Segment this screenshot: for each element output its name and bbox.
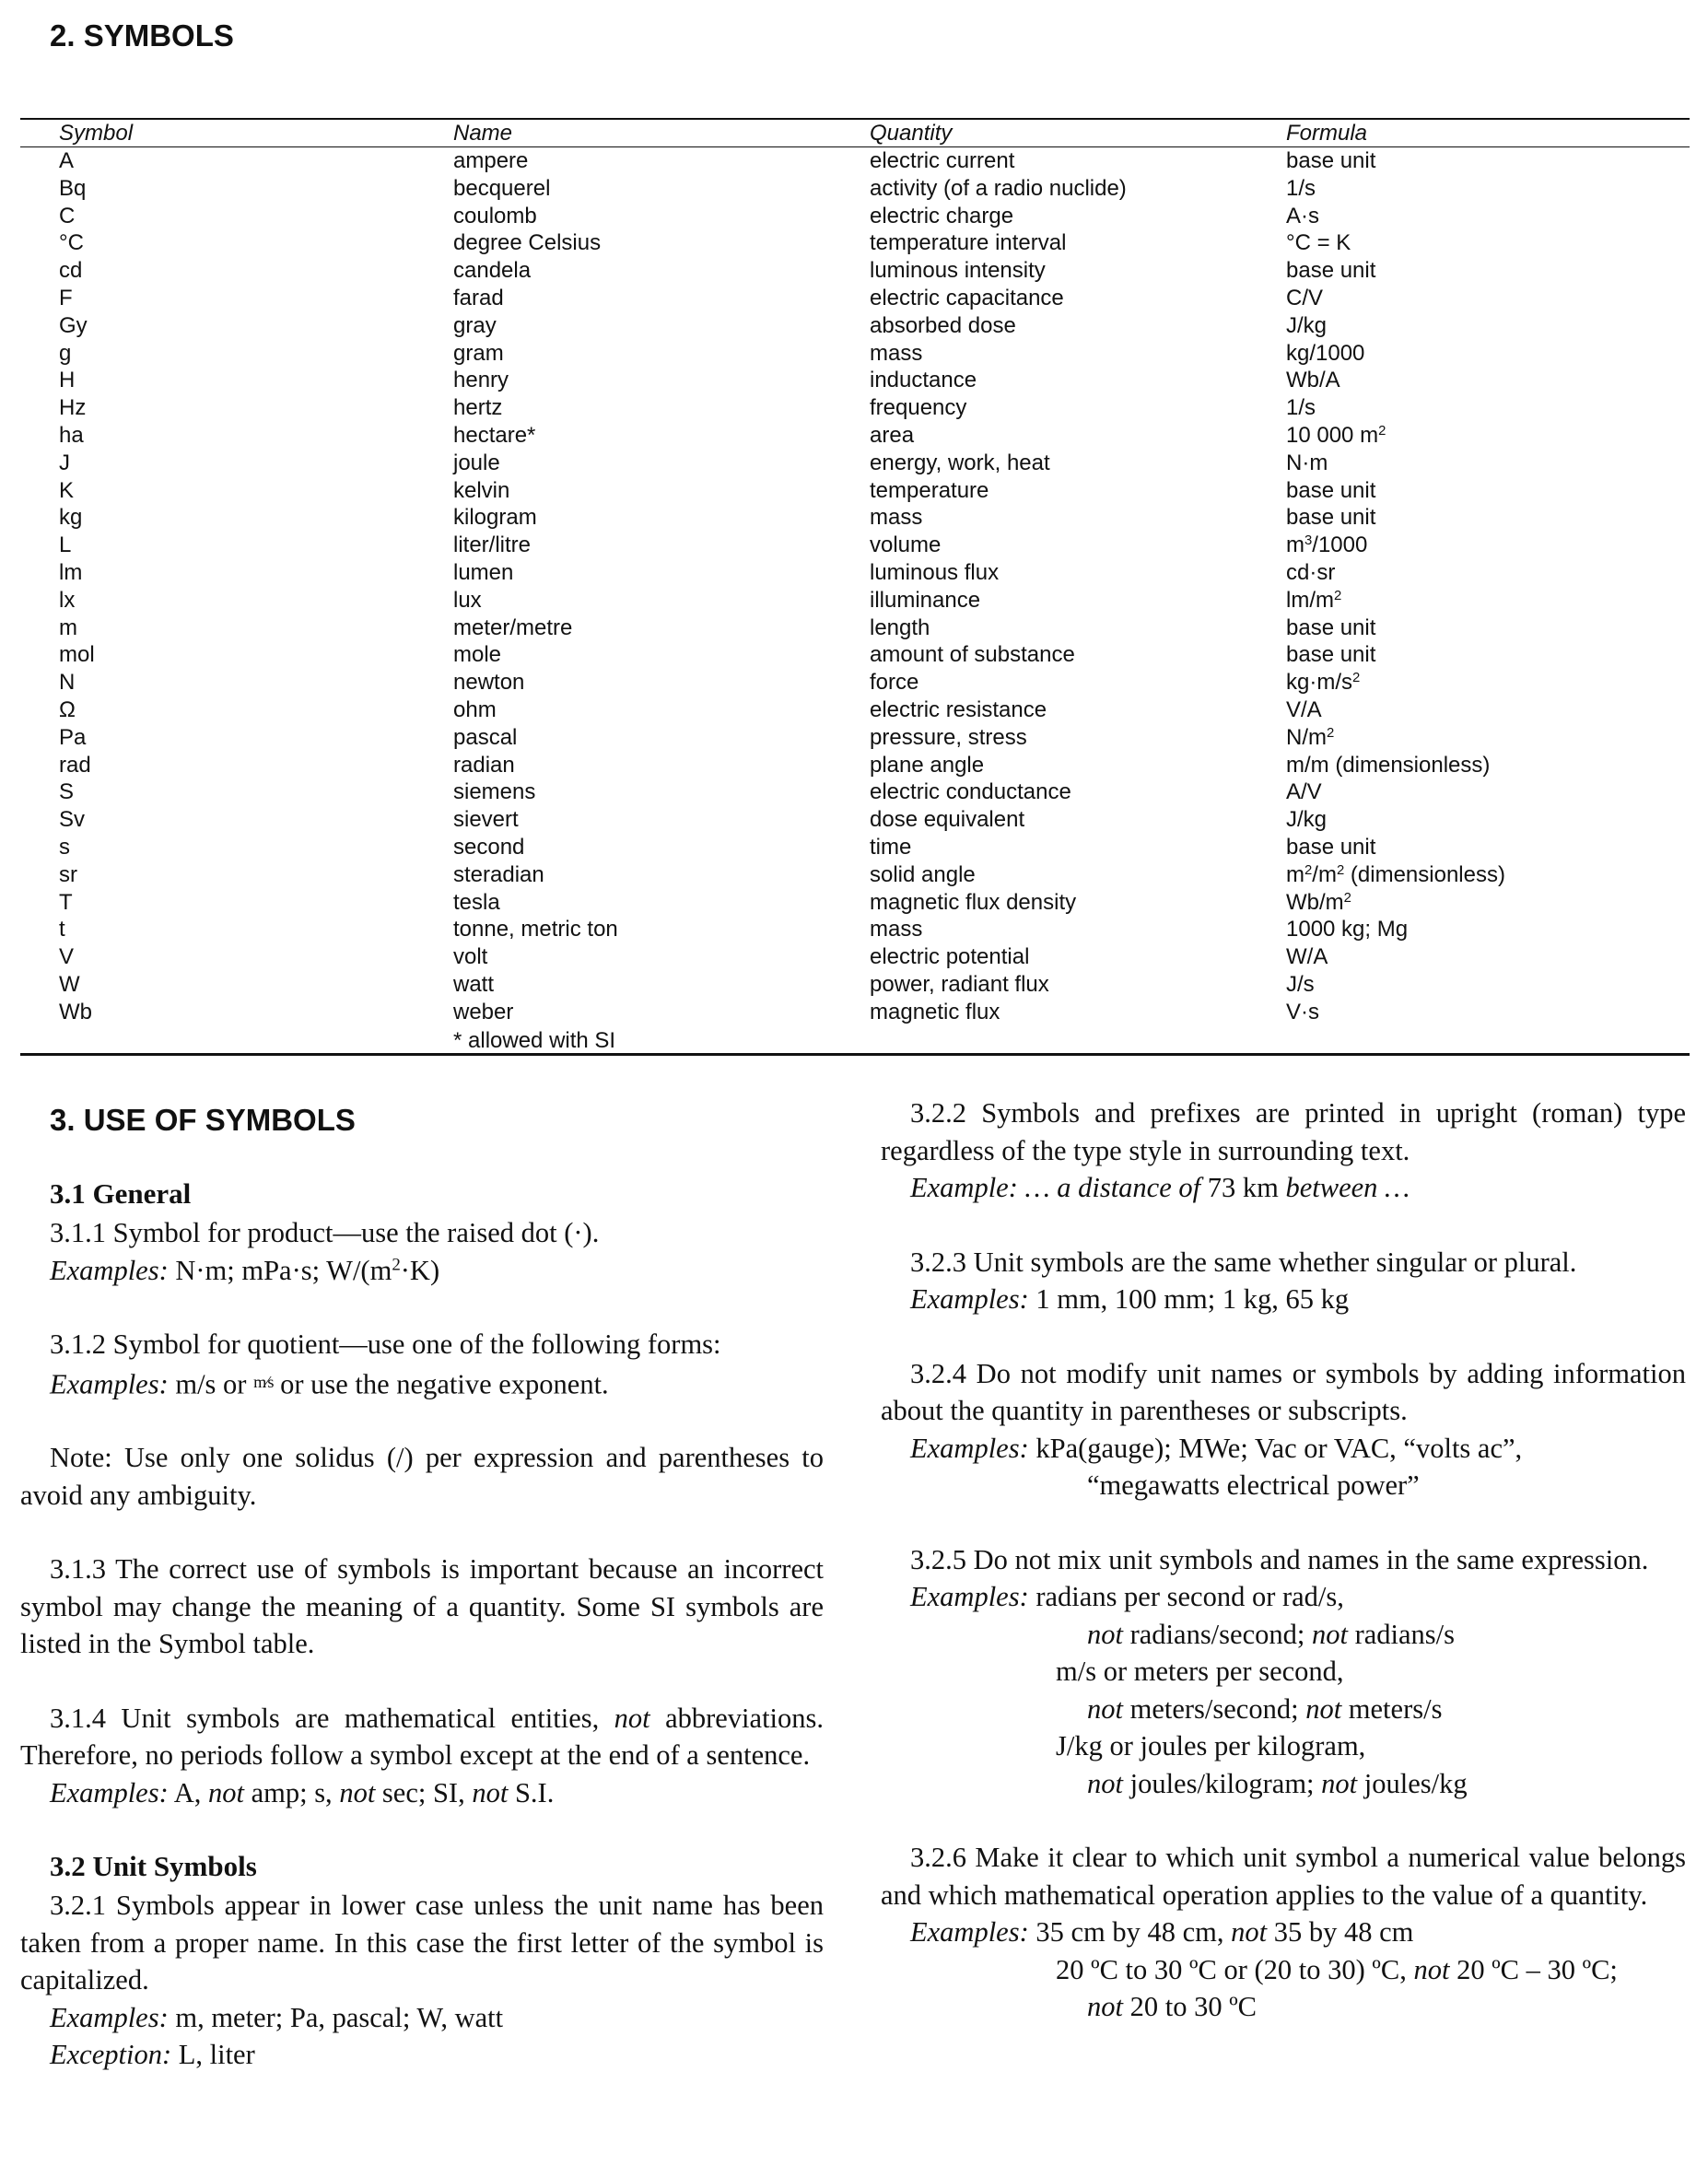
- emphasis-not: not: [1321, 1767, 1358, 1799]
- example-text-italic: … a distance of: [1024, 1172, 1201, 1203]
- cell-name: henry: [453, 368, 509, 393]
- emphasis-not: not: [1087, 1692, 1123, 1725]
- table-row: [20, 340, 1690, 368]
- example-3-1-4: [50, 1774, 824, 1812]
- cell-name: hectare*: [453, 422, 536, 448]
- cell-symbol: °C: [59, 230, 84, 256]
- table-bottom-rule: [20, 1053, 1690, 1056]
- cell-name: degree Celsius: [453, 230, 602, 256]
- cell-symbol: C: [59, 203, 76, 228]
- example-text: L, liter: [178, 2039, 255, 2071]
- cell-quantity: time: [870, 834, 912, 860]
- cell-quantity: electric conductance: [870, 779, 1071, 805]
- table-row: [20, 312, 1690, 340]
- cell-formula: J/kg: [1286, 312, 1328, 338]
- cell-quantity: activity (of a radio nuclide): [870, 175, 1127, 201]
- cell-formula: J/kg: [1286, 807, 1328, 833]
- cell-symbol: L: [59, 533, 72, 558]
- example-3-2-5: [910, 1578, 1686, 1616]
- emphasis-not: not: [1311, 1618, 1348, 1650]
- cell-formula: 10 000 $m^2$: [1286, 422, 1386, 448]
- example-text: joules/kilogram;: [1129, 1767, 1315, 1799]
- superscript: 2: [392, 1255, 401, 1275]
- cell-symbol: V: [59, 944, 75, 970]
- example-3-2-6: [910, 1914, 1686, 1951]
- section-2-heading: 2. SYMBOLS: [50, 18, 234, 53]
- example-text: meters/s: [1348, 1692, 1443, 1725]
- cell-formula: N·m: [1286, 450, 1328, 475]
- examples-label: Examples:: [910, 1432, 1029, 1464]
- cell-quantity: electric current: [870, 148, 1015, 173]
- example-3-2-2: [910, 1169, 1686, 1207]
- cell-name: kelvin: [453, 477, 510, 503]
- table-row: [20, 778, 1690, 806]
- table-row: [20, 614, 1690, 642]
- example-3-2-6-line3: [910, 1988, 1686, 2026]
- example-text: m/s or: [175, 1367, 247, 1399]
- paragraph-3-2-4: 3.2.4 Do not modify unit names or symbols by adding information about the quantity in parentheses or subscripts.: [881, 1357, 1686, 1426]
- paragraph-3-1-2: 3.1.2 Symbol for quotient—use one of the following forms:: [50, 1328, 721, 1360]
- table-row: [20, 971, 1690, 999]
- right-column: [881, 1094, 1686, 2026]
- cell-symbol: H: [59, 368, 76, 393]
- cell-name: mole: [453, 642, 502, 668]
- example-3-1-2: [50, 1364, 824, 1403]
- cell-formula: base unit: [1286, 614, 1376, 640]
- example-3-2-5-line4: [910, 1691, 1686, 1728]
- cell-symbol: rad: [59, 752, 91, 778]
- cell-quantity: mass: [870, 505, 923, 531]
- table-row: [20, 641, 1690, 669]
- column-header-name: Name: [453, 119, 870, 147]
- cell-symbol: lm: [59, 559, 83, 585]
- column-header-symbol: Symbol: [20, 119, 453, 147]
- example-text: 20 ºC to 30 ºC or (20 to 30) ºC,: [1056, 1953, 1407, 1985]
- cell-symbol: cd: [59, 258, 83, 284]
- cell-name: radian: [453, 752, 515, 778]
- table-row: [20, 916, 1690, 943]
- table-row: [20, 229, 1690, 257]
- cell-symbol: Pa: [59, 724, 87, 750]
- cell-formula: C/V: [1286, 285, 1324, 310]
- example-text: radians per second or rad/s,: [1035, 1581, 1344, 1612]
- cell-name: sievert: [453, 807, 519, 833]
- cell-name: tesla: [453, 889, 500, 915]
- cell-quantity: luminous intensity: [870, 258, 1046, 284]
- emphasis-not: not: [1087, 1767, 1123, 1799]
- cell-quantity: temperature interval: [870, 230, 1067, 256]
- cell-quantity: volume: [870, 533, 942, 558]
- cell-symbol: T: [59, 889, 73, 915]
- cell-symbol: N: [59, 670, 76, 696]
- example-text: joules/kg: [1363, 1767, 1468, 1799]
- example-text: 73 km: [1207, 1172, 1279, 1203]
- cell-symbol: Bq: [59, 175, 87, 201]
- example-text: kPa(gauge); MWe; Vac or VAC, “volts ac”,: [1035, 1432, 1523, 1464]
- example-text: 20 to 30 ºC: [1129, 1991, 1258, 2022]
- cell-symbol: kg: [59, 505, 83, 531]
- cell-name: volt: [453, 944, 488, 970]
- cell-formula: 1/s: [1286, 395, 1316, 421]
- examples-label: Examples:: [50, 1776, 169, 1808]
- example-text-italic: between …: [1285, 1172, 1410, 1203]
- example-text: N·m; mPa·s; W/(m: [175, 1254, 392, 1286]
- cell-formula: W/A: [1286, 944, 1328, 970]
- cell-formula: base unit: [1286, 258, 1376, 284]
- paragraph-3-2-6: 3.2.6 Make it clear to which unit symbol a numerical value belongs and which mathematical operation applies to the value of a quantity.: [881, 1842, 1686, 1911]
- cell-quantity: dose equivalent: [870, 807, 1025, 833]
- example-3-2-5-line2: [910, 1616, 1686, 1654]
- cell-quantity: plane angle: [870, 752, 985, 778]
- table-row: [20, 175, 1690, 203]
- cell-quantity: solid angle: [870, 861, 976, 887]
- example-text: amp; s,: [251, 1776, 333, 1808]
- cell-quantity: electric potential: [870, 944, 1030, 970]
- emphasis-not: not: [339, 1776, 376, 1808]
- paragraph-3-2-3: 3.2.3 Unit symbols are the same whether singular or plural.: [910, 1246, 1577, 1278]
- example-text: 35 cm by 48 cm,: [1035, 1916, 1224, 1948]
- emphasis-not: not: [614, 1702, 650, 1734]
- emphasis-not: not: [1231, 1916, 1268, 1948]
- table-row: [20, 422, 1690, 450]
- cell-formula: A·s: [1286, 203, 1319, 228]
- cell-name: kilogram: [453, 505, 537, 531]
- emphasis-not: not: [472, 1776, 509, 1808]
- cell-symbol: Wb: [59, 999, 92, 1024]
- cell-quantity: area: [870, 422, 915, 448]
- cell-quantity: mass: [870, 917, 923, 942]
- cell-symbol: t: [59, 917, 65, 942]
- examples-label: Examples:: [50, 1254, 169, 1286]
- fraction-glyph: m⁄s: [253, 1372, 274, 1391]
- example-text: A,: [173, 1776, 202, 1808]
- note-paragraph: Note: Use only one solidus (/) per expression and parentheses to avoid any ambiguity.: [20, 1442, 824, 1511]
- table-row: [20, 861, 1690, 889]
- cell-symbol: lx: [59, 587, 76, 613]
- symbols-table: [20, 118, 1690, 1056]
- cell-name: coulomb: [453, 203, 537, 228]
- cell-quantity: mass: [870, 340, 923, 366]
- cell-quantity: luminous flux: [870, 559, 1000, 585]
- cell-symbol: A: [59, 148, 75, 173]
- example-3-2-4: [910, 1430, 1686, 1468]
- emphasis-not: not: [1305, 1692, 1342, 1725]
- cell-quantity: electric capacitance: [870, 285, 1064, 310]
- cell-formula: base unit: [1286, 477, 1376, 503]
- cell-formula: °C = K: [1286, 230, 1351, 256]
- cell-formula: $m^3/1000$: [1286, 533, 1368, 558]
- table-row: [20, 532, 1690, 559]
- paragraph-3-1-1: 3.1.1 Symbol for product—use the raised dot (·).: [50, 1217, 600, 1248]
- cell-name: liter/litre: [453, 533, 532, 558]
- table-row: [20, 696, 1690, 724]
- cell-quantity: inductance: [870, 368, 977, 393]
- example-3-1-1: [50, 1252, 824, 1290]
- table-row: [20, 147, 1690, 175]
- table-row: [20, 559, 1690, 587]
- table-row: [20, 752, 1690, 779]
- example-3-2-5-line5: J/kg or joules per kilogram,: [1056, 1730, 1366, 1761]
- cell-formula: $Wb/m^2$: [1286, 889, 1351, 915]
- example-text: or use the negative exponent.: [280, 1367, 609, 1399]
- cell-symbol: J: [59, 450, 70, 475]
- subsection-3-2-heading: 3.2 Unit Symbols: [50, 1850, 257, 1883]
- cell-symbol: W: [59, 971, 80, 997]
- cell-name: tonne, metric ton: [453, 917, 618, 942]
- cell-quantity: magnetic flux: [870, 999, 1000, 1024]
- paragraph-3-1-4: [20, 1700, 824, 1774]
- table-row: [20, 203, 1690, 230]
- table-header-row: [20, 119, 1690, 147]
- cell-formula: 1000 kg; Mg: [1286, 917, 1409, 942]
- emphasis-not: not: [1413, 1953, 1450, 1985]
- cell-formula: A/V: [1286, 779, 1322, 805]
- example-3-2-5-line6: [910, 1765, 1686, 1803]
- example-text: S.I.: [514, 1776, 555, 1808]
- cell-symbol: Hz: [59, 395, 87, 421]
- emphasis-not: not: [1087, 1618, 1123, 1650]
- table-row: [20, 943, 1690, 971]
- table-row: [20, 724, 1690, 752]
- example-text: radians/s: [1354, 1618, 1455, 1650]
- column-header-quantity: Quantity: [870, 119, 1286, 147]
- emphasis-not: not: [1087, 1991, 1123, 2022]
- example-text: ·K): [400, 1254, 440, 1286]
- table-row: [20, 450, 1690, 477]
- cell-symbol: S: [59, 779, 75, 805]
- cell-formula: m/m (dimensionless): [1286, 752, 1491, 778]
- cell-formula: V/A: [1286, 696, 1322, 722]
- cell-formula: $N/m^2$: [1286, 724, 1335, 750]
- subsection-3-1-heading: 3.1 General: [50, 1177, 192, 1210]
- cell-formula: base unit: [1286, 642, 1376, 668]
- cell-formula: 1/s: [1286, 175, 1316, 201]
- cell-name: joule: [453, 450, 500, 475]
- table-row: [20, 889, 1690, 917]
- example-3-2-4-cont: “megawatts electrical power”: [1087, 1469, 1420, 1501]
- table-row: [20, 257, 1690, 285]
- cell-name: hertz: [453, 395, 503, 421]
- cell-symbol: K: [59, 477, 75, 503]
- table-row: [20, 834, 1690, 861]
- table-row: [20, 669, 1690, 696]
- cell-name: gram: [453, 340, 504, 366]
- cell-symbol: ha: [59, 422, 84, 448]
- cell-name: second: [453, 834, 525, 860]
- table-row: [20, 367, 1690, 394]
- cell-formula: J/s: [1286, 971, 1315, 997]
- table-row: [20, 999, 1690, 1026]
- table-row: [20, 477, 1690, 505]
- cell-formula: cd·sr: [1286, 559, 1336, 585]
- cell-formula: base unit: [1286, 148, 1376, 173]
- cell-symbol: Gy: [59, 312, 88, 338]
- left-column: [20, 1094, 824, 2074]
- table-row: [20, 285, 1690, 312]
- cell-name: farad: [453, 285, 504, 310]
- examples-label: Examples:: [50, 2001, 169, 2033]
- column-header-formula: Formula: [1286, 119, 1690, 147]
- symbols-table-body: [20, 147, 1690, 1056]
- empty-cell: [870, 1026, 1286, 1056]
- cell-quantity: electric charge: [870, 203, 1014, 228]
- example-text: 1 mm, 100 mm; 1 kg, 65 kg: [1035, 1283, 1350, 1315]
- example-text: radians/second;: [1129, 1618, 1305, 1650]
- cell-formula: base unit: [1286, 834, 1376, 860]
- example-label: Example:: [910, 1172, 1018, 1203]
- cell-formula: Wb/A: [1286, 368, 1340, 393]
- cell-symbol: F: [59, 285, 73, 310]
- cell-symbol: g: [59, 340, 72, 366]
- cell-quantity: power, radiant flux: [870, 971, 1049, 997]
- example-text: 35 by 48 cm: [1273, 1916, 1414, 1948]
- example-3-2-1: [50, 1999, 824, 2037]
- cell-symbol: s: [59, 834, 70, 860]
- table-row: [20, 587, 1690, 614]
- text: abbreviations. Therefore, no periods follow a symbol except at the end of a sentence.: [20, 1702, 825, 1772]
- section-3-heading: 3. USE OF SYMBOLS: [50, 1103, 356, 1137]
- cell-symbol: Sv: [59, 807, 86, 833]
- table-row: [20, 394, 1690, 422]
- cell-name: lux: [453, 587, 482, 613]
- examples-label: Examples:: [910, 1581, 1029, 1612]
- cell-formula: $m^2/m^2$ (dimensionless): [1286, 861, 1505, 887]
- cell-name: newton: [453, 670, 525, 696]
- cell-quantity: pressure, stress: [870, 724, 1027, 750]
- cell-name: watt: [453, 971, 495, 997]
- cell-name: gray: [453, 312, 497, 338]
- example-text: meters/second;: [1129, 1692, 1299, 1725]
- cell-name: steradian: [453, 861, 544, 887]
- table-footnote: * allowed with SI: [453, 1027, 616, 1053]
- cell-quantity: temperature: [870, 477, 989, 503]
- cell-quantity: magnetic flux density: [870, 889, 1077, 915]
- cell-quantity: energy, work, heat: [870, 450, 1050, 475]
- cell-symbol: m: [59, 614, 77, 640]
- cell-formula: kg/1000: [1286, 340, 1365, 366]
- example-text: m, meter; Pa, pascal; W, watt: [175, 2001, 504, 2033]
- empty-cell: [20, 1026, 453, 1056]
- examples-label: Examples:: [910, 1283, 1029, 1315]
- cell-formula: base unit: [1286, 505, 1376, 531]
- cell-quantity: amount of substance: [870, 642, 1075, 668]
- cell-symbol: mol: [59, 642, 95, 668]
- example-3-2-3: [910, 1281, 1686, 1318]
- cell-name: ohm: [453, 696, 497, 722]
- cell-formula: $kg\cdot m/s^2$: [1286, 670, 1361, 696]
- cell-quantity: illuminance: [870, 587, 981, 613]
- example-3-2-6-line2: [910, 1951, 1686, 1989]
- cell-name: weber: [453, 999, 514, 1024]
- table-row: [20, 504, 1690, 532]
- cell-quantity: frequency: [870, 395, 967, 421]
- cell-name: siemens: [453, 779, 536, 805]
- cell-name: becquerel: [453, 175, 551, 201]
- text: 3.1.4 Unit symbols are mathematical entities,: [50, 1702, 600, 1734]
- example-text: 20 ºC – 30 ºC;: [1456, 1953, 1618, 1985]
- cell-name: ampere: [453, 148, 529, 173]
- table-footnote-row: [20, 1026, 1690, 1056]
- emphasis-not: not: [207, 1776, 244, 1808]
- cell-name: meter/metre: [453, 614, 573, 640]
- cell-quantity: force: [870, 670, 919, 696]
- examples-label: Examples:: [50, 1367, 169, 1399]
- cell-formula: V·s: [1286, 999, 1319, 1024]
- empty-cell: [1286, 1026, 1690, 1056]
- paragraph-3-1-3: 3.1.3 The correct use of symbols is important because an incorrect symbol may change the meaning of a quantity. Some SI symbols are listed in the Symbol table.: [20, 1553, 824, 1660]
- examples-label: Examples:: [910, 1916, 1029, 1948]
- cell-quantity: electric resistance: [870, 696, 1047, 722]
- cell-formula: $lm/m^2$: [1286, 587, 1342, 613]
- example-text: sec; SI,: [381, 1776, 465, 1808]
- cell-quantity: length: [870, 614, 930, 640]
- cell-name: lumen: [453, 559, 514, 585]
- cell-name: candela: [453, 258, 532, 284]
- paragraph-3-2-2: 3.2.2 Symbols and prefixes are printed in upright (roman) type regardless of the type style in surrounding text.: [881, 1097, 1686, 1166]
- exception-3-2-1: [50, 2036, 824, 2074]
- paragraph-3-2-5: 3.2.5 Do not mix unit symbols and names in the same expression.: [910, 1543, 1649, 1575]
- cell-name: pascal: [453, 724, 518, 750]
- example-3-2-5-line3: m/s or meters per second,: [1056, 1656, 1344, 1687]
- exception-label: Exception:: [50, 2039, 172, 2071]
- table-row: [20, 806, 1690, 834]
- paragraph-3-2-1: 3.2.1 Symbols appear in lower case unless the unit name has been taken from a proper name. In this case the first letter of the symbol is capitalized.: [20, 1890, 824, 1996]
- cell-symbol: sr: [59, 861, 77, 887]
- cell-quantity: absorbed dose: [870, 312, 1016, 338]
- cell-symbol: Ω: [59, 696, 76, 722]
